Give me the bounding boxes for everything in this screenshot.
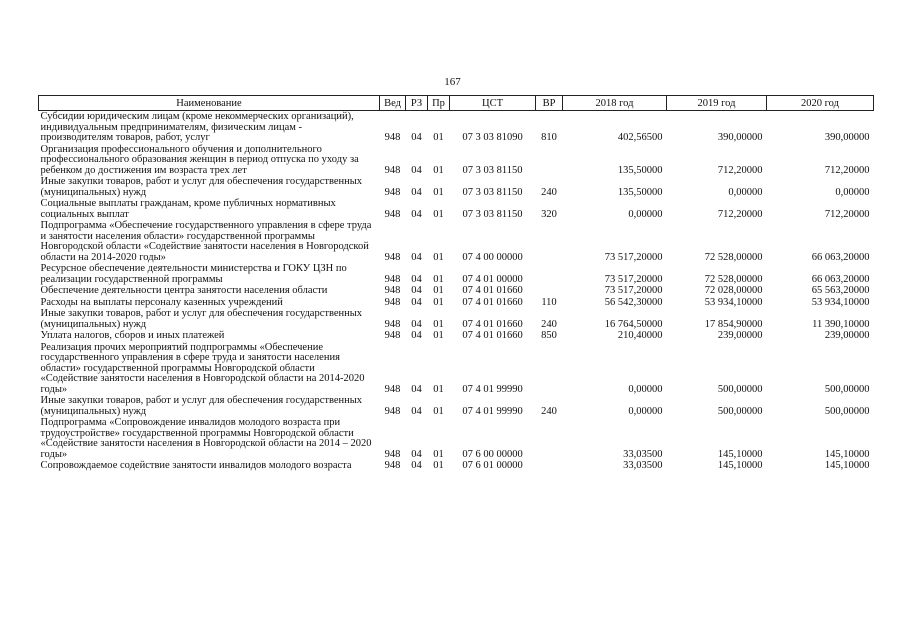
cell-rz: 04: [411, 132, 422, 143]
cell-cst: 07 4 01 99990: [462, 383, 523, 395]
cell-2018: 33,03500: [623, 448, 663, 460]
cell-2019: 17 854,90000: [704, 318, 763, 330]
table-row: [39, 176, 874, 198]
cell-2020: 712,20000: [824, 208, 870, 220]
cell-2020: 65 563,20000: [811, 285, 870, 296]
cell-vr: 810: [541, 132, 557, 143]
cell-name: Сопровождаемое содействие занятости инвалидов молодого возраста: [40, 460, 352, 471]
cell-2019: 0,00000: [728, 186, 763, 198]
cell-vr: 240: [541, 405, 557, 417]
cell-cst: 07 3 03 81150: [462, 208, 523, 220]
cell-rz: 04: [411, 296, 422, 308]
cell-2018: 210,40000: [617, 330, 663, 341]
cell-2018: 0,00000: [628, 208, 663, 220]
cell-ved: 948: [384, 330, 401, 341]
table-row: [39, 342, 874, 396]
header-rz: РЗ: [406, 96, 428, 111]
cell-name: Уплата налогов, сборов и иных платежей: [40, 330, 225, 341]
table-row: [39, 395, 874, 417]
cell-vr: [536, 263, 563, 285]
header-cst: ЦСТ: [450, 96, 536, 111]
cell-cst: 07 4 01 01660: [462, 330, 523, 341]
cell-vr: [536, 460, 563, 472]
table-row: [39, 308, 874, 330]
table-row: [39, 263, 874, 285]
table-header-row: [39, 96, 874, 111]
cell-name: Организация профессионального обучения и дополнительного профессионального образования женщин в период отпуска по уходу за ребенком до достижения им возраста трех лет: [40, 143, 359, 176]
cell-2019: 712,20000: [717, 208, 763, 220]
header-2020: 2020 год: [767, 96, 874, 111]
cell-rz: 04: [411, 318, 422, 330]
cell-name: Расходы на выплаты персоналу казенных учреждений: [40, 296, 283, 308]
cell-vr: [536, 417, 563, 460]
cell-name: Подпрограмма «Обеспечение государственного управления в сфере труда и занятости населения области» государственной программы Новгородской области «Содействие занятости населения в Новгородской области на 2014-2020 годы»: [40, 220, 372, 263]
cell-2018: 135,50000: [617, 164, 663, 176]
cell-name: Иные закупки товаров, работ и услуг для обеспечения государственных (муниципальных) нужд: [40, 176, 363, 198]
header-pr: Пр: [428, 96, 450, 111]
cell-pr: 01: [433, 132, 444, 143]
cell-rz: 04: [411, 186, 422, 198]
cell-2018: 135,50000: [617, 186, 663, 198]
table-row: [39, 330, 874, 342]
cell-2018: 16 764,50000: [604, 318, 663, 330]
cell-vr: [536, 285, 563, 297]
cell-ved: 948: [384, 318, 401, 330]
cell-name: Реализация прочих мероприятий подпрограммы «Обеспечение государственного управления в сфере труда и занятости населения области» государственной программы Новгородской области «Содействие занятости населения в Новгородской области на 2014-2020 годы»: [40, 341, 365, 395]
cell-vr: 240: [541, 186, 557, 198]
cell-vr: [536, 342, 563, 396]
cell-2020: 66 063,20000: [811, 273, 870, 285]
cell-ved: 948: [384, 251, 401, 263]
cell-pr: 01: [433, 208, 444, 220]
cell-name: Субсидии юридическим лицам (кроме некоммерческих организаций), индивидуальным предпринимателям, физическим лицам - производителям товаров, работ, услуг: [40, 111, 354, 143]
cell-cst: 07 4 01 99990: [462, 405, 523, 417]
cell-name: Иные закупки товаров, работ и услуг для обеспечения государственных (муниципальных) нужд: [40, 395, 363, 417]
cell-vr: [536, 144, 563, 177]
cell-pr: 01: [433, 405, 444, 417]
cell-pr: 01: [433, 273, 444, 285]
cell-pr: 01: [433, 448, 444, 460]
cell-name: Ресурсное обеспечение деятельности министерства и ГОКУ ЦЗН по реализации государственной программы: [40, 263, 347, 285]
table-row: [39, 144, 874, 177]
cell-rz: 04: [411, 164, 422, 176]
cell-2020: 145,10000: [824, 460, 870, 471]
cell-ved: 948: [384, 285, 401, 296]
table-row: [39, 460, 874, 472]
cell-2019: 500,00000: [717, 405, 763, 417]
cell-2018: 402,56500: [617, 132, 663, 143]
cell-2018: 73 517,20000: [604, 285, 663, 296]
table-row: [39, 198, 874, 220]
cell-2019: 53 934,10000: [704, 296, 763, 308]
cell-2018: 0,00000: [628, 405, 663, 417]
cell-2018: 73 517,20000: [604, 251, 663, 263]
cell-rz: 04: [411, 405, 422, 417]
cell-ved: 948: [384, 273, 401, 285]
cell-2020: 66 063,20000: [811, 251, 870, 263]
cell-2018: 56 542,30000: [604, 296, 663, 308]
cell-2019: 390,00000: [717, 132, 763, 143]
cell-pr: 01: [433, 251, 444, 263]
cell-rz: 04: [411, 208, 422, 220]
cell-2020: 145,10000: [824, 448, 870, 460]
cell-ved: 948: [384, 448, 401, 460]
budget-table: [38, 95, 874, 472]
cell-vr: 320: [541, 208, 557, 220]
cell-rz: 04: [411, 285, 422, 296]
cell-2019: 712,20000: [717, 164, 763, 176]
cell-cst: 07 3 03 81150: [462, 186, 523, 198]
cell-cst: 07 4 01 01660: [462, 296, 523, 308]
cell-2018: 73 517,20000: [604, 273, 663, 285]
cell-pr: 01: [433, 318, 444, 330]
header-2019: 2019 год: [667, 96, 767, 111]
cell-2019: 72 528,00000: [704, 273, 763, 285]
header-ved: Вед: [380, 96, 406, 111]
cell-2018: 33,03500: [623, 460, 663, 471]
cell-rz: 04: [411, 460, 422, 471]
cell-2019: 500,00000: [717, 383, 763, 395]
cell-pr: 01: [433, 460, 444, 471]
table-row: [39, 417, 874, 460]
cell-ved: 948: [384, 405, 401, 417]
cell-vr: 850: [541, 330, 557, 341]
cell-pr: 01: [433, 330, 444, 341]
page-number: 167: [444, 76, 461, 88]
cell-2019: 72 528,00000: [704, 251, 763, 263]
cell-ved: 948: [384, 296, 401, 308]
cell-2020: 11 390,10000: [812, 318, 870, 330]
cell-cst: 07 6 00 00000: [462, 448, 523, 460]
cell-rz: 04: [411, 251, 422, 263]
table-row: [39, 111, 874, 144]
cell-cst: 07 4 01 01660: [462, 285, 523, 296]
table-row: [39, 220, 874, 263]
cell-vr: 240: [541, 318, 557, 330]
cell-2020: 500,00000: [824, 405, 870, 417]
cell-vr: 110: [541, 296, 557, 308]
cell-2019: 72 028,00000: [704, 285, 763, 296]
cell-pr: 01: [433, 285, 444, 296]
cell-rz: 04: [411, 383, 422, 395]
cell-pr: 01: [433, 186, 444, 198]
cell-2020: 390,00000: [824, 132, 870, 143]
table-row: [39, 285, 874, 297]
cell-2020: 500,00000: [824, 383, 870, 395]
cell-2020: 0,00000: [835, 186, 870, 198]
cell-ved: 948: [384, 460, 401, 471]
cell-rz: 04: [411, 330, 422, 341]
cell-pr: 01: [433, 296, 444, 308]
header-name: Наименование: [39, 96, 380, 111]
cell-pr: 01: [433, 383, 444, 395]
cell-rz: 04: [411, 448, 422, 460]
cell-cst: 07 4 00 00000: [462, 251, 523, 263]
cell-2019: 239,00000: [717, 330, 763, 341]
cell-name: Иные закупки товаров, работ и услуг для обеспечения государственных (муниципальных) нужд: [40, 308, 363, 330]
cell-2020: 712,20000: [824, 164, 870, 176]
cell-name: Обеспечение деятельности центра занятости населения области: [40, 285, 328, 296]
cell-2019: 145,10000: [717, 448, 763, 460]
cell-name: Подпрограмма «Сопровождение инвалидов молодого возраста при трудоустройстве» государственной программы Новгородской области «Содействие занятости населения в Новгородской области на 2014 – 2020 годы»: [40, 417, 372, 460]
cell-vr: [536, 220, 563, 263]
header-vr: ВР: [536, 96, 563, 111]
header-2018: 2018 год: [563, 96, 667, 111]
cell-rz: 04: [411, 273, 422, 285]
cell-2020: 239,00000: [824, 330, 870, 341]
cell-ved: 948: [384, 383, 401, 395]
cell-name: Социальные выплаты гражданам, кроме публичных нормативных социальных выплат: [40, 198, 336, 220]
cell-cst: 07 3 03 81090: [462, 132, 523, 143]
cell-cst: 07 6 01 00000: [462, 460, 523, 471]
cell-cst: 07 3 03 81150: [462, 164, 523, 176]
cell-2018: 0,00000: [628, 383, 663, 395]
table-row: [39, 297, 874, 309]
cell-pr: 01: [433, 164, 444, 176]
cell-cst: 07 4 01 01660: [462, 318, 523, 330]
cell-ved: 948: [384, 164, 401, 176]
cell-ved: 948: [384, 132, 401, 143]
cell-cst: 07 4 01 00000: [462, 273, 523, 285]
cell-2020: 53 934,10000: [811, 296, 870, 308]
cell-2019: 145,10000: [717, 460, 763, 471]
cell-ved: 948: [384, 186, 401, 198]
cell-ved: 948: [384, 208, 401, 220]
